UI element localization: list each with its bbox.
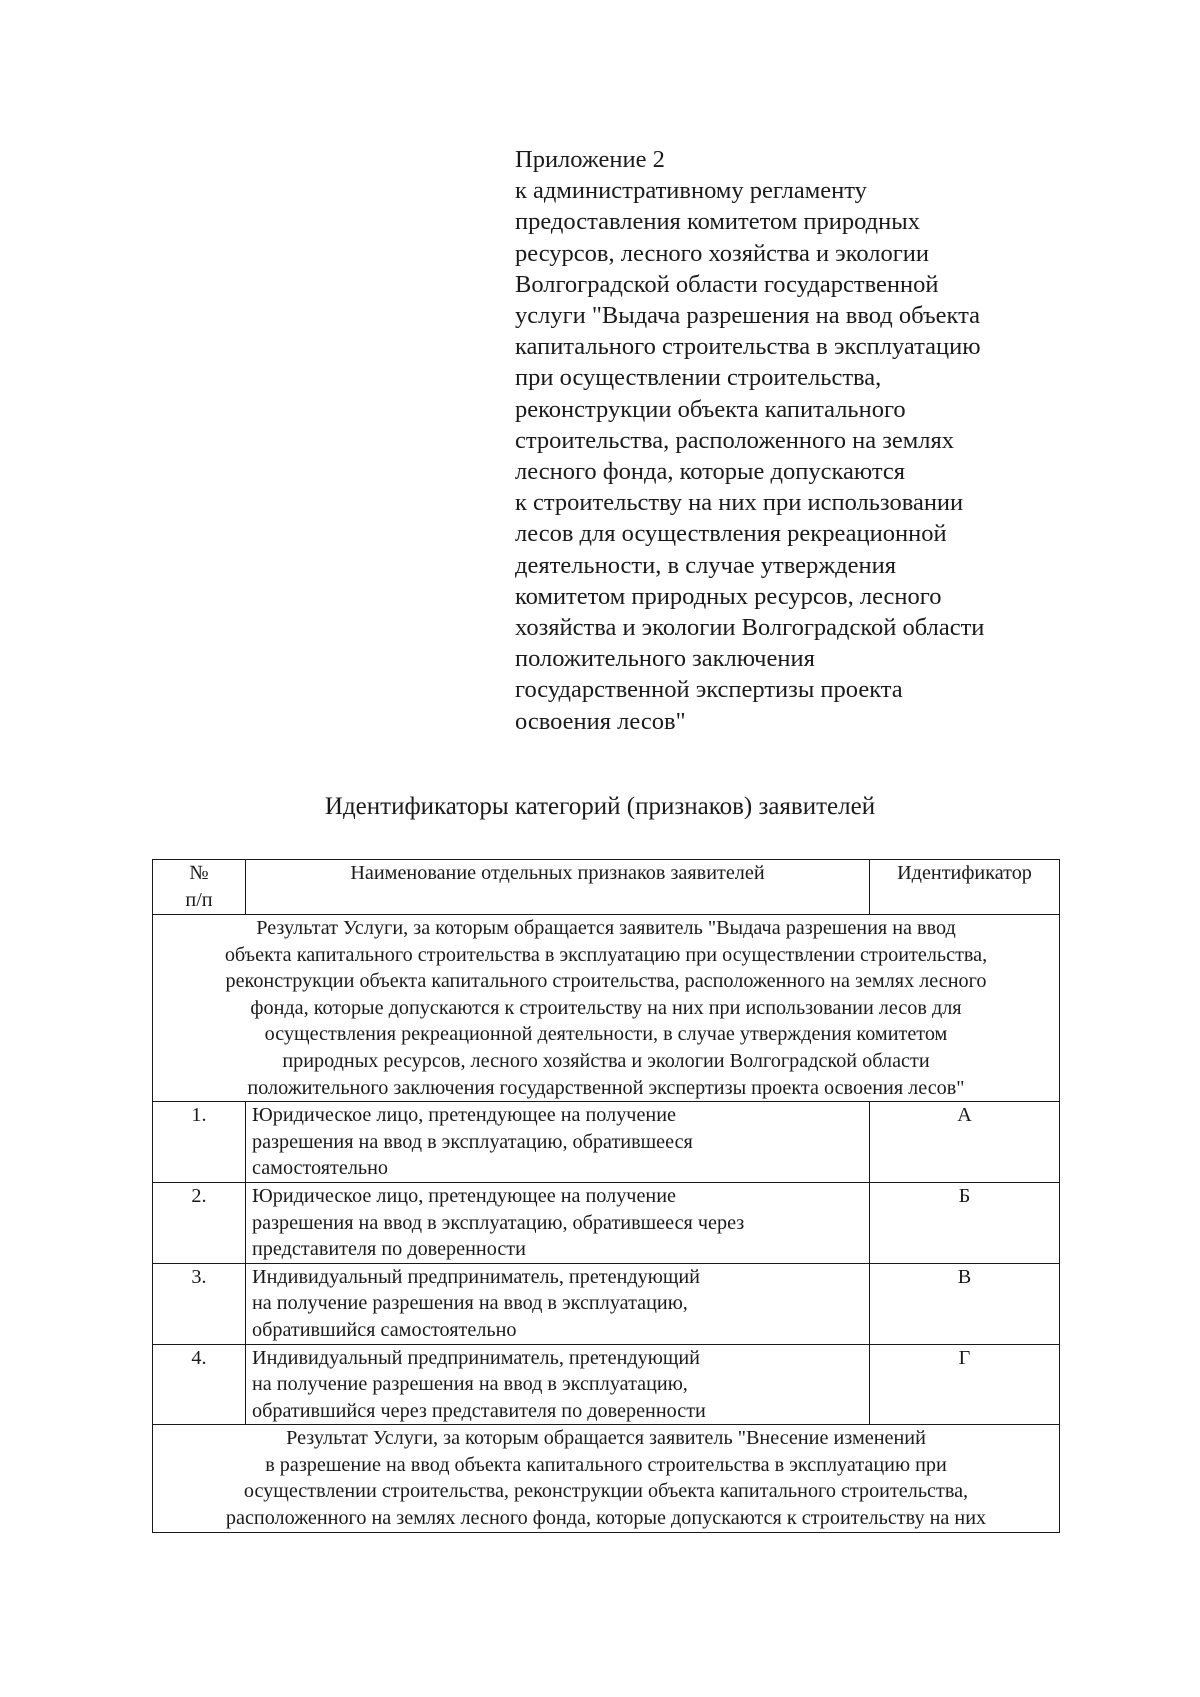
appendix-line: к административному регламенту [515, 177, 867, 205]
row-description [246, 1263, 870, 1344]
document-title: Идентификаторы категорий (признаков) заявителей [324, 793, 876, 820]
appendix-line: положительного заключения [515, 645, 815, 673]
appendix-line: хозяйства и экологии Волгоградской области [515, 614, 985, 642]
appendix-line: капитального строительства в эксплуатацию [515, 333, 981, 361]
row-description [246, 1344, 870, 1425]
appendix-line: реконструкции объекта капитального [515, 395, 906, 423]
header-identifier: Идентификатор [870, 860, 1060, 915]
header-number-line: № [189, 862, 209, 884]
row-number: 4. [153, 1344, 246, 1425]
section-line: природных ресурсов, лесного хозяйства и экологии Волгоградской области [282, 1049, 930, 1072]
table-row [153, 1263, 1060, 1344]
header-name: Наименование отдельных признаков заявителей [246, 860, 870, 915]
row-description-line: Индивидуальный предприниматель, претендующий [252, 1265, 700, 1288]
section-line: расположенного на землях лесного фонда, которые допускаются к строительству на них [225, 1507, 987, 1530]
section-line: фонда, которые допускаются к строительству на них при использовании лесов для [250, 996, 962, 1019]
table-row [153, 1344, 1060, 1425]
row-description-line: разрешения на ввод в эксплуатацию, обратившееся [252, 1130, 693, 1153]
appendix-line: предоставления комитетом природных [515, 208, 920, 236]
table-row [153, 1102, 1060, 1183]
row-description-line: обратившийся через представителя по доверенности [252, 1399, 706, 1422]
appendix-line: при осуществлении строительства, [515, 364, 882, 392]
appendix-line: к строительству на них при использовании [515, 489, 964, 517]
section-row [153, 1425, 1060, 1532]
row-description-line: на получение разрешения на ввод в эксплуатацию, [252, 1373, 688, 1396]
row-description [246, 1182, 870, 1263]
row-description-line: самостоятельно [252, 1157, 389, 1180]
section-1-text [153, 915, 1060, 1102]
header-number-line: п/п [185, 888, 213, 911]
table-row [153, 1182, 1060, 1263]
appendix-line: деятельности, в случае утверждения [515, 551, 897, 579]
row-description-line: на получение разрешения на ввод в эксплуатацию, [252, 1292, 688, 1315]
row-number: 3. [153, 1263, 246, 1344]
row-description-line: обратившийся самостоятельно [252, 1318, 517, 1341]
row-number: 2. [153, 1182, 246, 1263]
appendix-line: освоения лесов" [515, 707, 686, 735]
section-line: осуществлении строительства, реконструкции объекта капитального строительства, [243, 1480, 969, 1503]
section-line: в разрешение на ввод объекта капитального строительства в эксплуатацию при [265, 1453, 947, 1476]
header-number [153, 860, 246, 915]
identifiers-table [152, 859, 1060, 1533]
section-line: Результат Услуги, за которым обращается заявитель "Внесение изменений [286, 1427, 926, 1450]
row-description-line: представителя по доверенности [252, 1238, 526, 1261]
appendix-line: ресурсов, лесного хозяйства и экологии [515, 239, 930, 267]
row-description [246, 1102, 870, 1183]
row-number: 1. [153, 1102, 246, 1183]
section-row [153, 915, 1060, 1102]
appendix-line: государственной экспертизы проекта [515, 676, 903, 704]
row-description-line: Юридическое лицо, претендующее на получение [252, 1184, 676, 1207]
section-line: реконструкции объекта капитального строительства, расположенного на землях лесного [225, 970, 987, 993]
appendix-line: лесов для осуществления рекреационной [515, 520, 947, 548]
section-line: Результат Услуги, за которым обращается заявитель "Выдача разрешения на ввод [256, 917, 956, 939]
row-description-line: Индивидуальный предприниматель, претендующий [252, 1346, 700, 1369]
table-header-row [153, 860, 1060, 915]
section-line: объекта капитального строительства в эксплуатацию при осуществлении строительства, [224, 943, 988, 966]
appendix-line: Приложение 2 [515, 146, 665, 173]
appendix-line: Волгоградской области государственной [515, 270, 939, 298]
row-identifier: Г [870, 1344, 1060, 1425]
row-identifier: Б [870, 1182, 1060, 1263]
appendix-line: услуги "Выдача разрешения на ввод объекта [515, 302, 980, 330]
row-description-line: разрешения на ввод в эксплуатацию, обратившееся через [252, 1211, 745, 1234]
appendix-line: лесного фонда, которые допускаются [515, 458, 906, 486]
section-line: осуществления рекреационной деятельности, в случае утверждения комитетом [264, 1023, 948, 1046]
row-description-line: Юридическое лицо, претендующее на получение [252, 1104, 676, 1127]
section-2-text [153, 1425, 1060, 1532]
appendix-header [515, 144, 1075, 737]
appendix-line: строительства, расположенного на землях [515, 426, 955, 454]
section-line: положительного заключения государственной экспертизы проекта освоения лесов" [247, 1076, 965, 1099]
row-identifier: В [870, 1263, 1060, 1344]
row-identifier: А [870, 1102, 1060, 1183]
appendix-line: комитетом природных ресурсов, лесного [515, 582, 942, 610]
